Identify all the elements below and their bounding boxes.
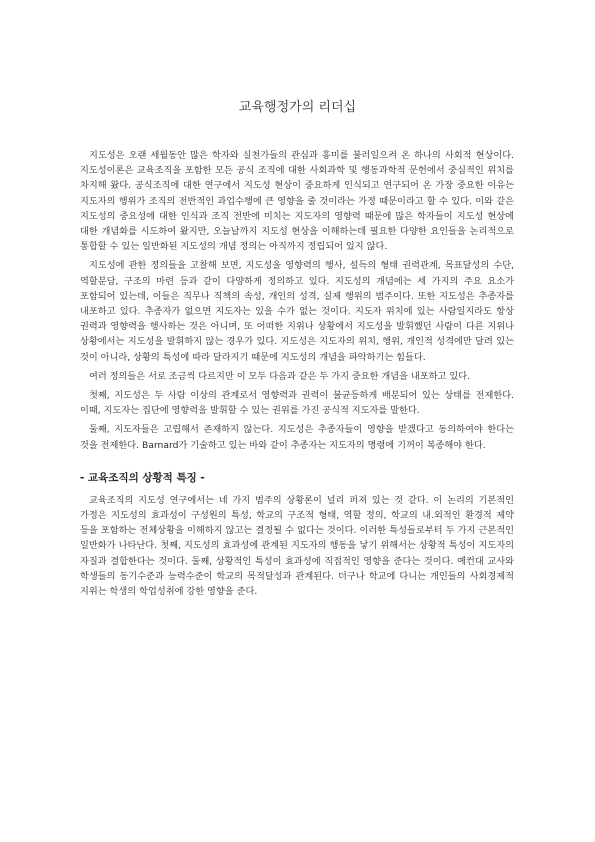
document-title: 교육행정가의 리더십: [238, 100, 357, 115]
document-body: [80, 148, 514, 603]
section-heading: - 교육조직의 상황적 특징 -: [80, 471, 205, 484]
body-paragraph-4: 첫째, 지도성은 두 사람 이상의 관계로서 영향력과 권력이 불균등하게 배분되어 있는 상태를 전제한다. 이때, 지도자는 집단에 영향력을 발휘할 수 있는 권위를 가진 공식적 지도자를 말한다.: [80, 390, 514, 417]
body-paragraph-5: 둘째, 지도자들은 고립해서 존재하지 않는다. 지도성은 추종자들이 영향을 받겠다고 동의하여야 한다는 것을 전제한다. Barnard가 기술하고 있는 바와 같이 추종자는 지도자의 명령에 기꺼이 복종해야 한다.: [80, 424, 514, 451]
section-paragraph-1: 교육조직의 지도성 연구에서는 네 가지 범주의 상황론이 널리 퍼져 있는 것 같다. 이 논리의 기본적인 가정은 지도성의 효과성이 구성원의 특성, 학교의 구조적 형태, 역할 정의, 학교의 내.외적인 환경적 제약 등을 포함하는 전체상황을 이해하지 않고는 결정될 수 없다는 것이다. 이러한 특성들로부터 두 가지 근본적인 일반화가 나타난다. 첫째, 지도성의 효과성에 관계된 지도자의 행동을 낳기 위해서는 상황적 특성이 지도자의 자질과 결합한다는 것이다. 둘째, 상황적인 특성이 효과성에 직접적인 영향을 준다는 것이다. 예컨대 교사와 학생들의 동기수준과 능력수준이 학교의 목적달성과 관계된다. 더구나 학교에 다니는 개인들의 사회경제적 지위는 학생의 학업성취에 강한 영향을 준다.: [80, 494, 514, 598]
body-paragraph-3: 여러 정의들은 서로 조금씩 다르지만 이 모두 다음과 같은 두 가지 중요한 개념을 내포하고 있다.: [89, 370, 471, 382]
body-paragraph-2: 지도성에 관한 정의들을 고찰해 보면, 지도성을 영향력의 행사, 설득의 형태 권력관계, 목표달성의 수단, 역할분담, 구조의 마련 등과 같이 다양하게 정의하고 있다. 지도성의 개념에는 세 가지의 주요 요소가 포함되어 있는데, 이들은 직무나 직책의 속성, 개인의 성격, 실제 행위의 범주이다. 또한 지도성은 추종자를 내포하고 있다. 추종자가 없으면 지도자는 있을 수가 없는 것이다. 지도자 위치에 있는 사람일지라도 항상 권력과 영향력을 행사하는 것은 아니며, 또 어떠한 지위나 상황에서 지도성을 발휘했던 사람이 다른 지위나 상황에서는 지도성을 발휘하지 않는 경우가 있다. 지도성은 지도자의 위치, 행위, 개인적 성격에만 달려 있는 것이 아니라, 상황의 특성에 따라 달라지기 때문에 지도성의 개념을 파악하기는 힘들다.: [80, 260, 514, 363]
body-paragraph-1: 지도성은 오랜 세월동안 많은 학자와 실천가들의 관심과 흥미를 불러일으켜 온 하나의 사회적 현상이다. 지도성이론은 교육조직을 포함한 모든 공식 조직에 대한 사회과학 및 행동과학적 문헌에서 중심적인 위치를 차지해 왔다. 공식조직에 대한 연구에서 지도성 현상이 중요하게 인식되고 연구되어 온 가장 중요한 이유는 지도자의 행위가 조직의 전반적인 과업수행에 큰 영향을 줄 것이라는 가정 때문이라고 할 수 있다. 이와 같은 지도성의 중요성에 대한 인식과 조직 전반에 미치는 지도자의 영향력 때문에 많은 학자들이 지도성 현상에 대한 개념화를 시도하여 왔지만, 오늘날까지 지도성 현상을 이해하는데 필요한 다양한 요인들을 논리적으로 통합할 수 있는 일반화된 지도성의 개념 정의는 아직까지 정립되어 있지 않다.: [80, 150, 514, 253]
